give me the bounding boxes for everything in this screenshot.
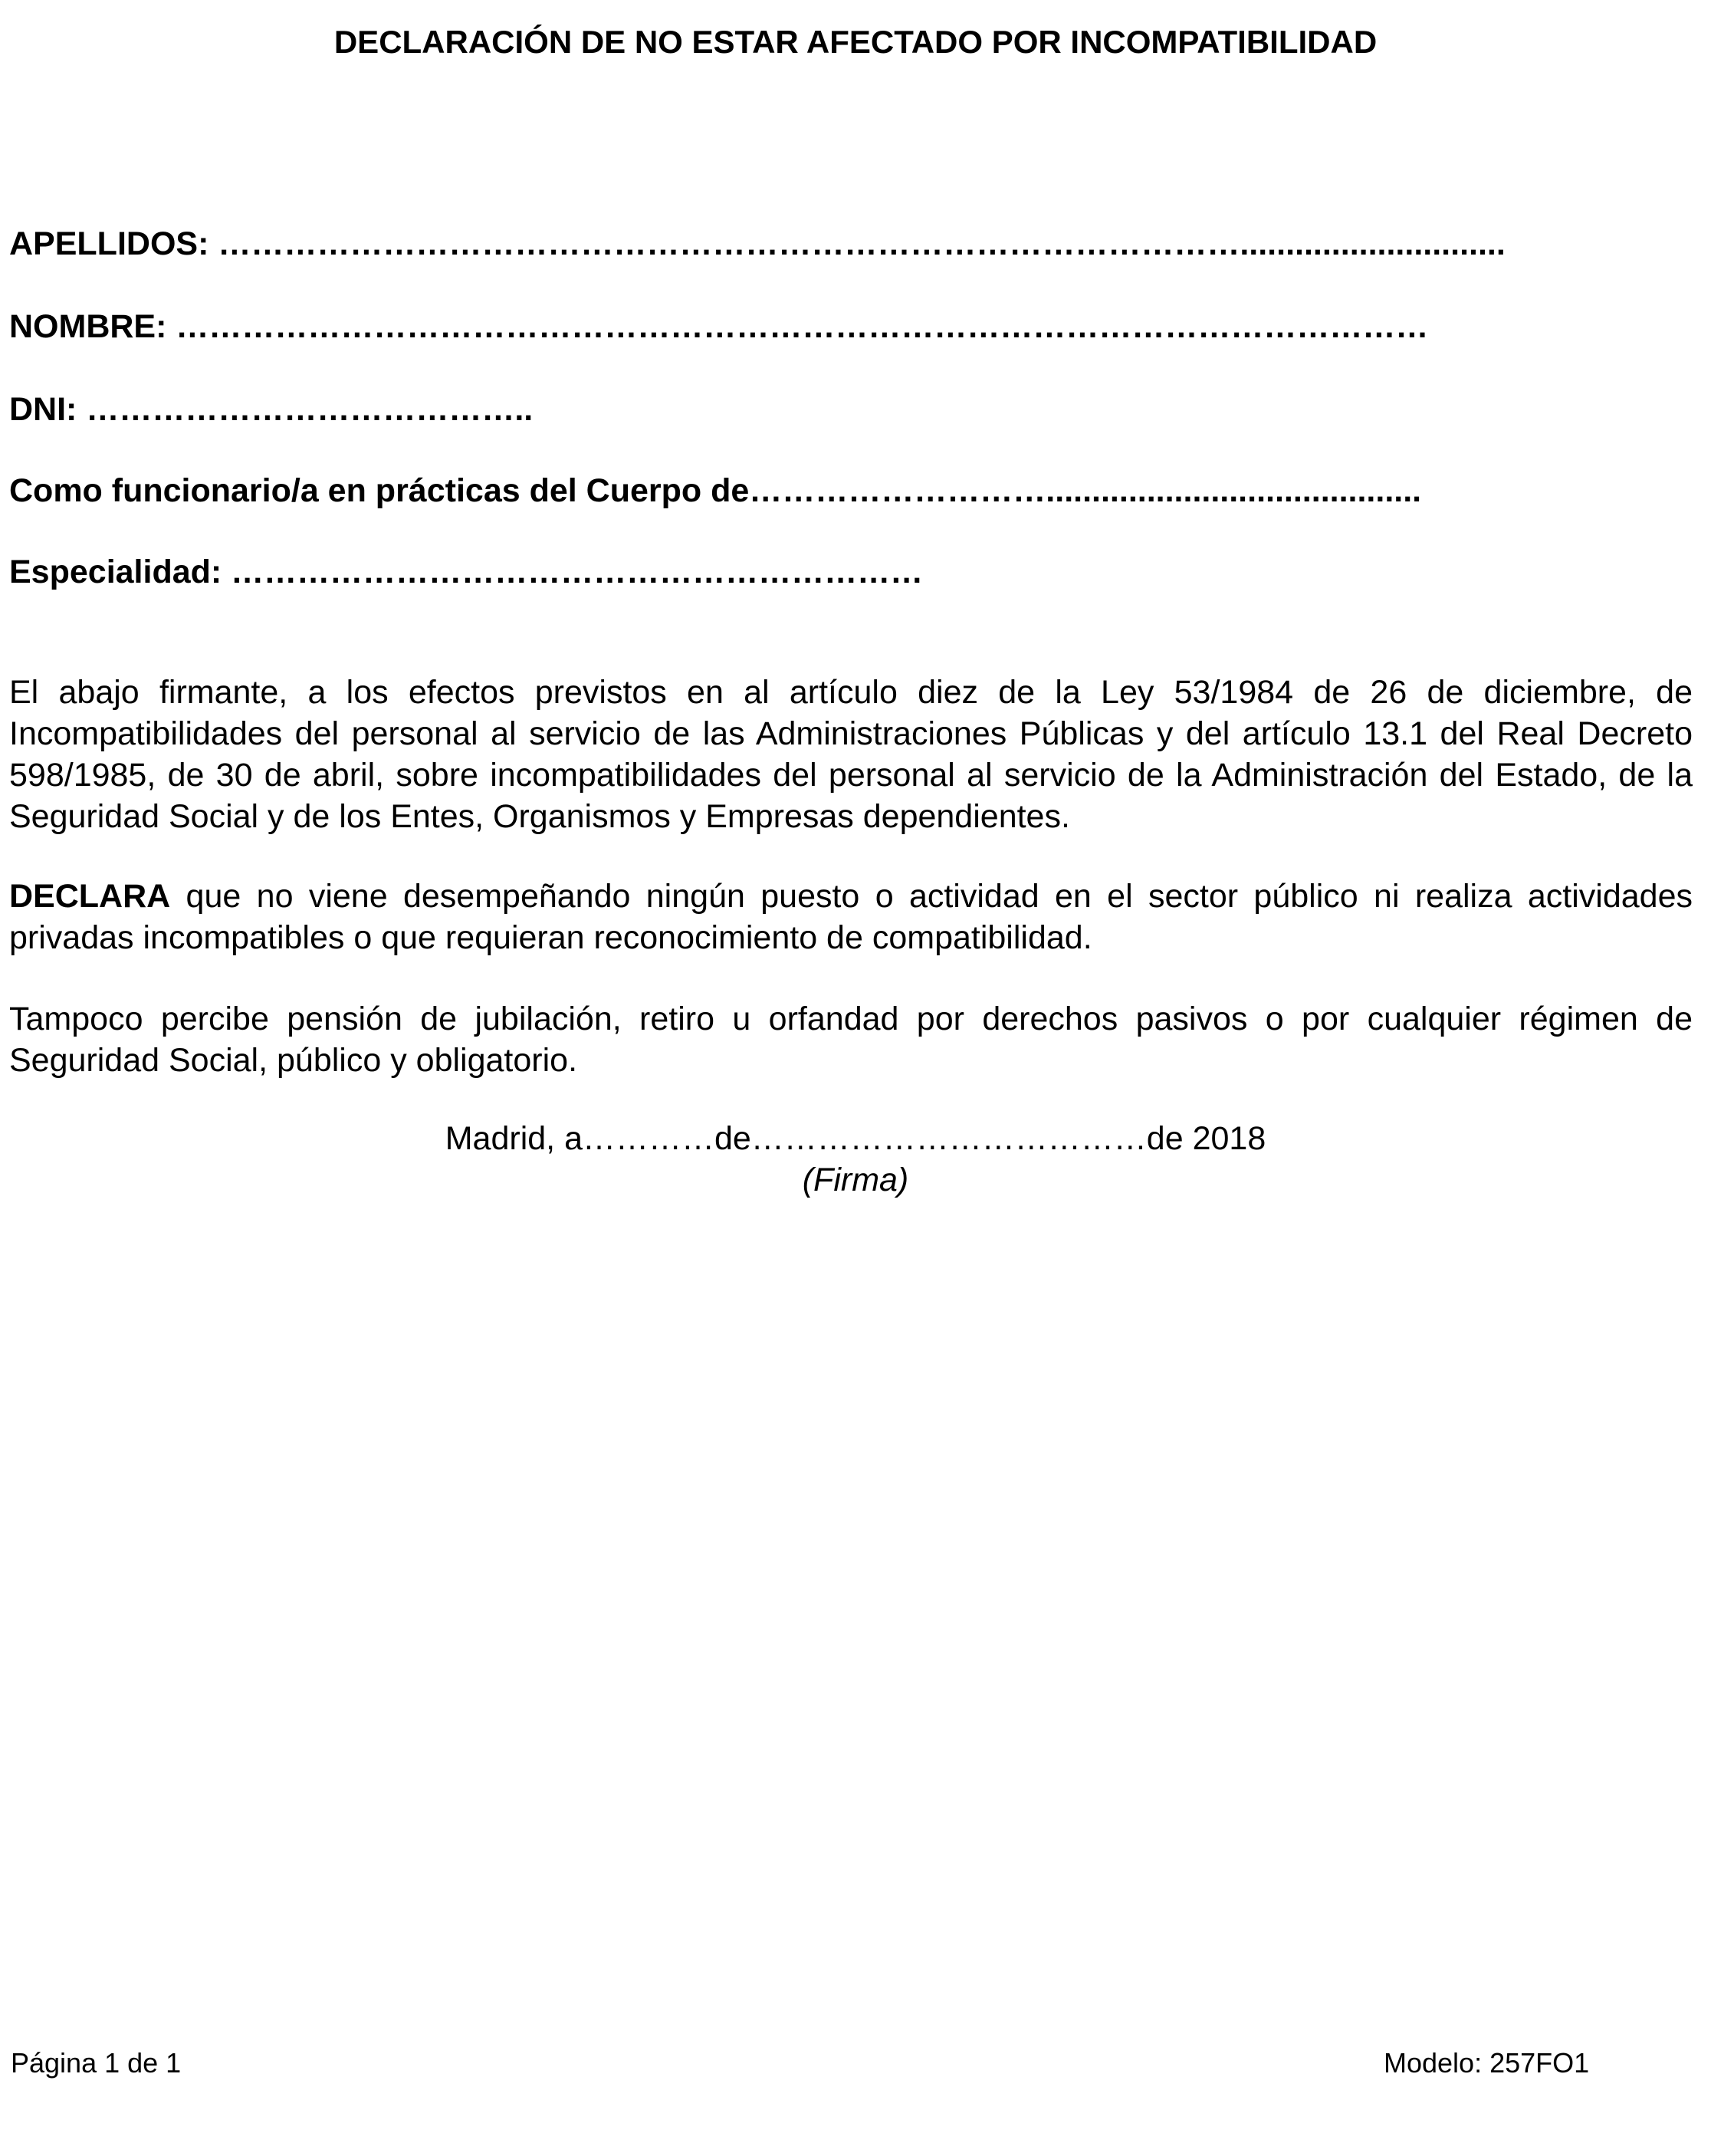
nombre-field[interactable]: NOMBRE: ……………………………………………………………………………………………………	[9, 308, 1429, 345]
date-line[interactable]: Madrid, a…………de………………………………de 2018	[445, 1120, 1266, 1157]
pension-paragraph: Tampoco percibe pensión de jubilación, retiro u orfandad por derechos pasivos o por cualquier régimen de Seguridad Social, público y obligatorio.	[9, 1001, 1693, 1079]
page-number: Página 1 de 1	[11, 2047, 182, 2079]
especialidad-field[interactable]: Especialidad: ………………………………………………………	[9, 554, 924, 590]
declaration-text: que no viene desempeñando ningún puesto o actividad en el sector público ni realiza actividades privadas incompatibles o que requieran reconocimiento de compatibilidad.	[9, 878, 1693, 956]
signature-label: (Firma)	[802, 1162, 909, 1198]
cuerpo-field[interactable]: Como funcionario/a en prácticas del Cuerpo de……………………….........................................	[9, 472, 1422, 509]
declara-lead: DECLARA	[9, 878, 171, 915]
apellidos-field[interactable]: APELLIDOS: ………………………………………………………………………………….............................	[9, 225, 1506, 262]
legal-paragraph: El abajo firmante, a los efectos previstos en al artículo diez de la Ley 53/1984 de 26 de diciembre, de Incompatibilidades del personal al servicio de las Administraciones Públicas y del artículo 13.1 del Real Decreto 598/1985, de 30 de abril, sobre incompatibilidades del personal al servicio de la Administración del Estado, de la Seguridad Social y de los Entes, Organismos y Empresas dependientes.	[9, 674, 1693, 835]
dni-field[interactable]: DNI: …………………………………..	[9, 391, 534, 428]
declaration-paragraph	[9, 876, 1693, 958]
model-code: Modelo: 257FO1	[1384, 2047, 1590, 2079]
document-title: DECLARACIÓN DE NO ESTAR AFECTADO POR INCOMPATIBILIDAD	[333, 24, 1378, 60]
